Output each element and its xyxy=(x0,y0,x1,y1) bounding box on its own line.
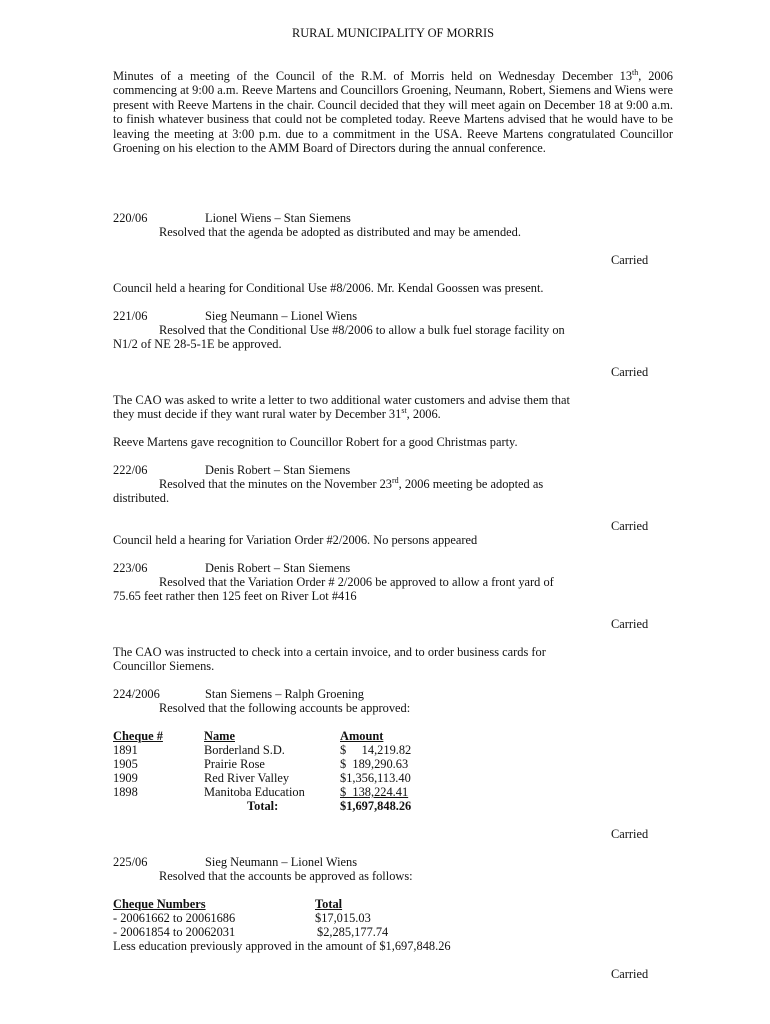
education-deduction-note: Less education previously approved in the amount of $1,697,848.26 xyxy=(113,939,451,953)
total-amount: $1,697,848.26 xyxy=(340,799,412,813)
header-underline-gap xyxy=(435,729,436,730)
resolution-result-223: Carried xyxy=(611,617,649,631)
resolution-text-223-line1: Resolved that the Variation Order # 2/2006 be approved to allow a front yard of xyxy=(159,575,554,589)
resolution-text-221-line2: N1/2 of NE 28-5-1E be approved. xyxy=(113,337,282,351)
table-row-amount: $ 138,224.41 xyxy=(340,785,409,799)
table-row-cheque: 1909 xyxy=(113,771,138,785)
resolution-number-222: 222/06 xyxy=(113,463,148,477)
document-page xyxy=(113,0,673,1024)
cao-water-text-end: , 2006. xyxy=(406,407,441,421)
resolution-movers-224: Stan Siemens – Ralph Groening xyxy=(205,687,364,701)
hearing-note-1: Council held a hearing for Conditional Use #8/2006. Mr. Kendal Goossen was present. xyxy=(113,281,544,295)
resolution-text-222-line1 xyxy=(159,477,543,491)
cao-invoice-note-line2: Councillor Siemens. xyxy=(113,659,215,673)
resolution-movers-225: Sieg Neumann – Lionel Wiens xyxy=(205,855,358,869)
cheque-range-row: - 20061662 to 20061686 xyxy=(113,911,236,925)
resolution-result-224: Carried xyxy=(611,827,649,841)
cao-water-note-line1: The CAO was asked to write a letter to two additional water customers and advise them that xyxy=(113,393,570,407)
resolution-movers-221: Sieg Neumann – Lionel Wiens xyxy=(205,309,358,323)
table-row-amount: $ 189,290.63 xyxy=(340,757,409,771)
resolution-result-221: Carried xyxy=(611,365,649,379)
resolution-text-220: Resolved that the agenda be adopted as distributed and may be amended. xyxy=(159,225,521,239)
resolution-number-220: 220/06 xyxy=(113,211,148,225)
cao-water-superscript: st xyxy=(401,405,407,415)
res222-superscript: rd xyxy=(391,475,399,485)
resolution-number-225: 225/06 xyxy=(113,855,148,869)
resolution-text-223-line2: 75.65 feet rather then 125 feet on River Lot #416 xyxy=(113,589,357,603)
amount-column-header: Amount xyxy=(340,729,384,743)
cao-water-note-line2 xyxy=(113,407,441,421)
intro-text-start: Minutes of a meeting of the Council of the R.M. of Morris held on Wednesday December 13 xyxy=(113,69,633,83)
table-row-amount: $ 14,219.82 xyxy=(340,743,412,757)
name-column-header: Name xyxy=(204,729,235,743)
resolution-text-224: Resolved that the following accounts be approved: xyxy=(159,701,411,715)
table-row-cheque: 1905 xyxy=(113,757,138,771)
intro-paragraph xyxy=(113,69,673,155)
resolution-result-225: Carried xyxy=(611,967,649,981)
hearing-note-2: Council held a hearing for Variation Order #2/2006. No persons appeared xyxy=(113,533,478,547)
intro-superscript: th xyxy=(632,67,639,77)
table-row-name: Borderland S.D. xyxy=(204,743,285,757)
resolution-result-220: Carried xyxy=(611,253,649,267)
res222-text-start: Resolved that the minutes on the November 23 xyxy=(159,477,392,491)
resolution-movers-223: Denis Robert – Stan Siemens xyxy=(205,561,351,575)
res222-text-end: , 2006 meeting be adopted as xyxy=(398,477,544,491)
intro-text-rest: , 2006 commencing at 9:00 a.m. Reeve Martens and Councillors Groening, Neumann, Robert, Siemens and Wiens were present with Reeve Martens in the chair. Council decided that they will meet again on December 18 at 9:00 a.m. to finish whatever business that could not be completed today. Reeve Martens advised that he would have to be leaving the meeting at 3:00 p.m. due to a commitment in the USA. Reeve Martens congratulated Councillor Groening on his election to the AMM Board of Directors during the annual conference. xyxy=(113,69,673,156)
total-column-header: Total xyxy=(315,897,343,911)
total-label: Total: xyxy=(247,799,279,813)
cheque-range-total: $2,285,177.74 xyxy=(317,925,389,939)
document-title: RURAL MUNICIPALITY OF MORRIS xyxy=(291,26,495,40)
recognition-note: Reeve Martens gave recognition to Councillor Robert for a good Christmas party. xyxy=(113,435,518,449)
resolution-movers-220: Lionel Wiens – Stan Siemens xyxy=(205,211,351,225)
table-row-name: Red River Valley xyxy=(204,771,290,785)
cheque-range-total: $17,015.03 xyxy=(315,911,371,925)
resolution-number-221: 221/06 xyxy=(113,309,148,323)
resolution-number-223: 223/06 xyxy=(113,561,148,575)
resolution-result-222: Carried xyxy=(611,519,649,533)
resolution-number-224: 224/2006 xyxy=(113,687,160,701)
table-row-cheque: 1891 xyxy=(113,743,138,757)
cheque-numbers-header: Cheque Numbers xyxy=(113,897,206,911)
resolution-text-222-line2: distributed. xyxy=(113,491,170,505)
resolution-text-225: Resolved that the accounts be approved as follows: xyxy=(159,869,413,883)
cheque-range-row: - 20061854 to 20062031 xyxy=(113,925,236,939)
resolution-text-221-line1: Resolved that the Conditional Use #8/2006 to allow a bulk fuel storage facility on xyxy=(159,323,565,337)
table-row-cheque: 1898 xyxy=(113,785,138,799)
cao-invoice-note-line1: The CAO was instructed to check into a certain invoice, and to order business cards for xyxy=(113,645,546,659)
table-row-name: Manitoba Education xyxy=(204,785,305,799)
table-row-name: Prairie Rose xyxy=(204,757,265,771)
resolution-movers-222: Denis Robert – Stan Siemens xyxy=(205,463,351,477)
cheque-column-header: Cheque # xyxy=(113,729,163,743)
table-row-amount: $1,356,113.40 xyxy=(340,771,411,785)
cao-water-text-start: they must decide if they want rural water by December 31 xyxy=(113,407,402,421)
